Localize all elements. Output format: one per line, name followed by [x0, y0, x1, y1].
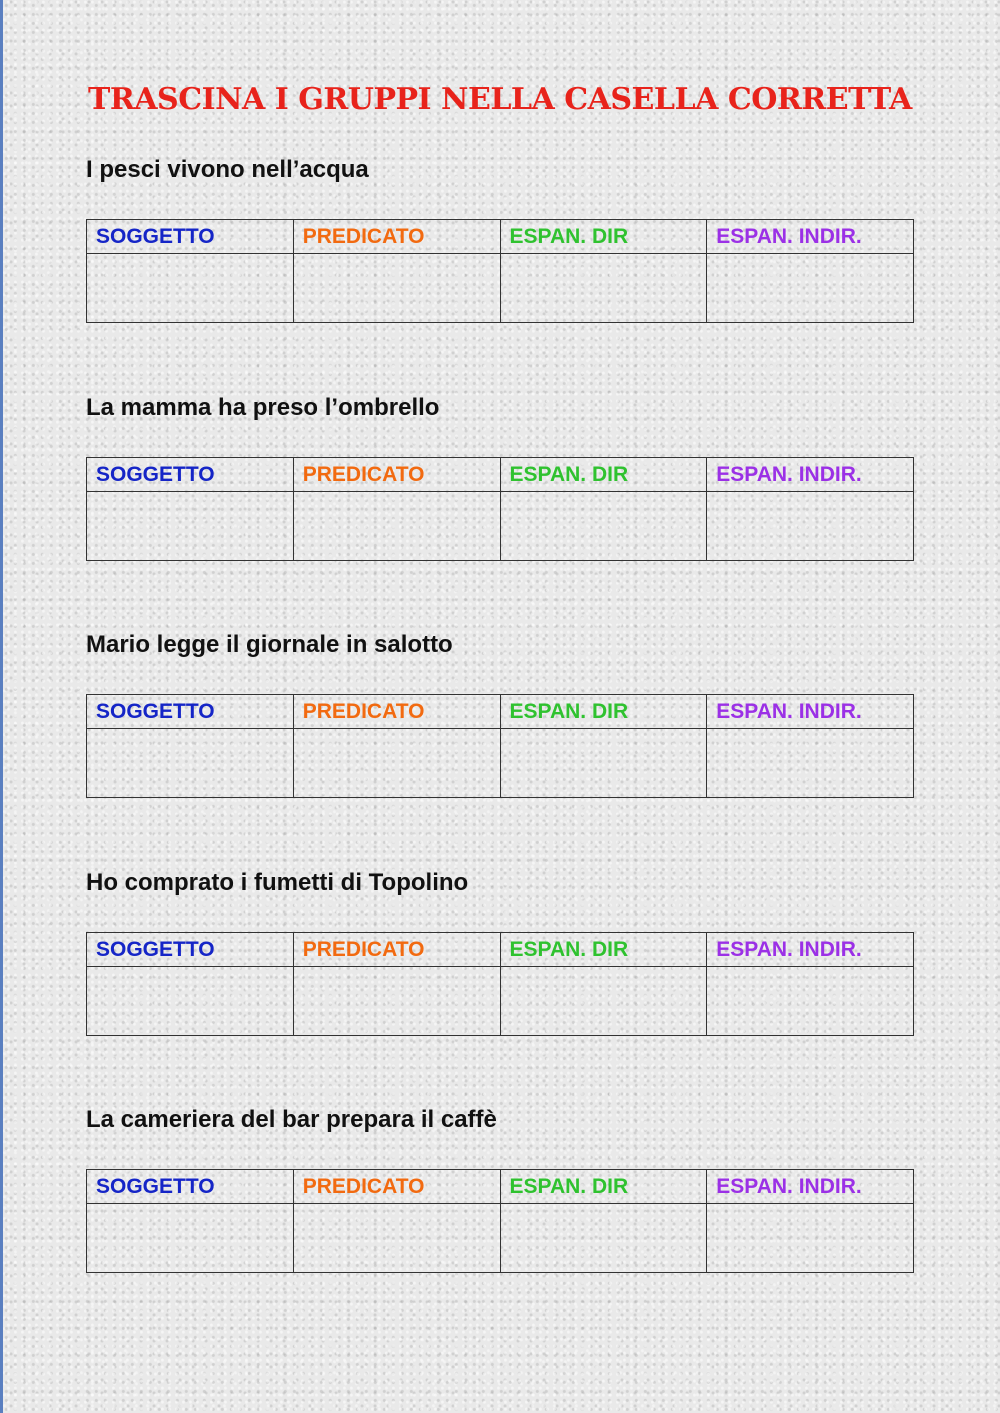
- sentence-text: Ho comprato i fumetti di Topolino: [86, 869, 469, 896]
- header-predicato: PREDICATO: [293, 695, 500, 729]
- exercise-5: [86, 1103, 914, 1198]
- drop-zone-espansione-diretta[interactable]: [500, 967, 707, 1036]
- analysis-table: [86, 694, 914, 798]
- header-predicato: PREDICATO: [293, 1170, 500, 1204]
- drop-row: [87, 967, 914, 1036]
- header-espansione-diretta: ESPAN. DIR: [500, 1170, 707, 1204]
- header-row: [87, 220, 914, 254]
- sentence-text: La cameriera del bar prepara il caffè: [86, 1106, 497, 1133]
- header-espansione-diretta: ESPAN. DIR: [500, 695, 707, 729]
- drop-zone-espansione-indiretta[interactable]: [707, 254, 914, 323]
- drop-zone-espansione-diretta[interactable]: [500, 729, 707, 798]
- analysis-table: [86, 932, 914, 1036]
- header-espansione-indiretta: ESPAN. INDIR.: [707, 933, 914, 967]
- analysis-table: [86, 457, 914, 561]
- drop-row: [87, 729, 914, 798]
- header-espansione-indiretta: ESPAN. INDIR.: [707, 220, 914, 254]
- drop-zone-soggetto[interactable]: [87, 967, 294, 1036]
- drop-zone-predicato[interactable]: [293, 967, 500, 1036]
- analysis-table: [86, 219, 914, 323]
- drop-zone-soggetto[interactable]: [87, 254, 294, 323]
- header-predicato: PREDICATO: [293, 220, 500, 254]
- header-espansione-indiretta: ESPAN. INDIR.: [707, 458, 914, 492]
- header-espansione-indiretta: ESPAN. INDIR.: [707, 695, 914, 729]
- drop-zone-soggetto[interactable]: [87, 1204, 294, 1273]
- page-edge: [0, 0, 3, 1413]
- analysis-table: [86, 1169, 914, 1273]
- exercise-3: [86, 628, 914, 723]
- header-row: [87, 1170, 914, 1204]
- exercise-1: [86, 153, 914, 248]
- drop-zone-espansione-indiretta[interactable]: [707, 729, 914, 798]
- header-soggetto: SOGGETTO: [87, 695, 294, 729]
- header-soggetto: SOGGETTO: [87, 220, 294, 254]
- header-predicato: PREDICATO: [293, 933, 500, 967]
- page-title: TRASCINA I GRUPPI NELLA CASELLA CORRETTA: [88, 82, 912, 117]
- drop-zone-soggetto[interactable]: [87, 729, 294, 798]
- sentence-text: I pesci vivono nell’acqua: [86, 156, 369, 183]
- header-soggetto: SOGGETTO: [87, 1170, 294, 1204]
- header-row: [87, 933, 914, 967]
- header-predicato: PREDICATO: [293, 458, 500, 492]
- header-espansione-diretta: ESPAN. DIR: [500, 220, 707, 254]
- drop-zone-predicato[interactable]: [293, 1204, 500, 1273]
- sentence-text: Mario legge il giornale in salotto: [86, 631, 453, 658]
- header-espansione-diretta: ESPAN. DIR: [500, 458, 707, 492]
- header-row: [87, 458, 914, 492]
- exercise-2: [86, 391, 914, 486]
- drop-zone-espansione-indiretta[interactable]: [707, 1204, 914, 1273]
- header-row: [87, 695, 914, 729]
- drop-zone-predicato[interactable]: [293, 729, 500, 798]
- drop-zone-predicato[interactable]: [293, 254, 500, 323]
- header-espansione-diretta: ESPAN. DIR: [500, 933, 707, 967]
- drop-row: [87, 492, 914, 561]
- drop-row: [87, 1204, 914, 1273]
- drop-zone-espansione-indiretta[interactable]: [707, 492, 914, 561]
- sentence-text: La mamma ha preso l’ombrello: [86, 394, 440, 421]
- drop-zone-soggetto[interactable]: [87, 492, 294, 561]
- header-espansione-indiretta: ESPAN. INDIR.: [707, 1170, 914, 1204]
- drop-zone-espansione-diretta[interactable]: [500, 1204, 707, 1273]
- drop-zone-predicato[interactable]: [293, 492, 500, 561]
- header-soggetto: SOGGETTO: [87, 458, 294, 492]
- drop-zone-espansione-diretta[interactable]: [500, 492, 707, 561]
- header-soggetto: SOGGETTO: [87, 933, 294, 967]
- exercise-4: [86, 866, 914, 961]
- drop-zone-espansione-indiretta[interactable]: [707, 967, 914, 1036]
- drop-zone-espansione-diretta[interactable]: [500, 254, 707, 323]
- drop-row: [87, 254, 914, 323]
